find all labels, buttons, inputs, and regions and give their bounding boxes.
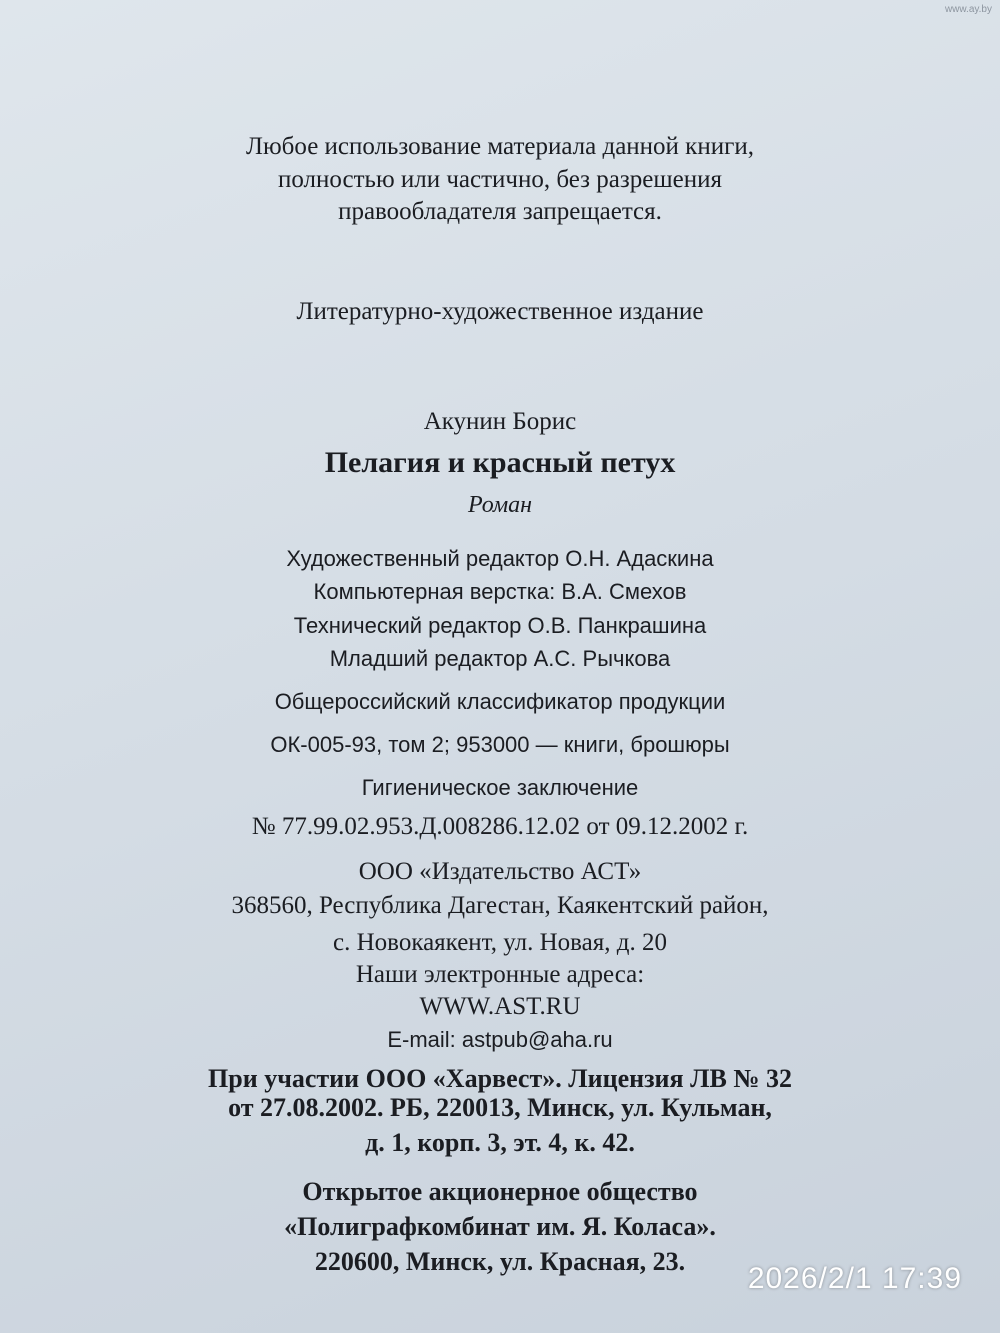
credit-junior-editor: Младший редактор А.С. Рычкова [329, 646, 671, 671]
printer-line-2: «Полиграфкомбинат им. Я. Коласа». [284, 1212, 716, 1241]
credit-art-editor: Художественный редактор О.Н. Адаскина [286, 546, 714, 571]
book-title: Пелагия и красный петух [324, 446, 676, 479]
photo-timestamp: 2026/2/1 17:39 [747, 1262, 962, 1295]
classifier-line-1: Общероссийский классификатор продукции [274, 689, 726, 714]
copyright-notice-line-1: Любое использование материала данной книги, [246, 133, 754, 160]
hygiene-line-2: № 77.99.02.953.Д.008286.12.02 от 09.12.2002 г. [251, 813, 749, 840]
publisher-email: E-mail: astpub@aha.ru [387, 1027, 613, 1052]
site-watermark: www.ay.by [944, 4, 992, 15]
publisher-name: ООО «Издательство АСТ» [358, 858, 642, 885]
credit-tech-editor: Технический редактор О.В. Панкрашина [293, 613, 707, 638]
copyright-notice-line-3: правообладателя запрещается. [338, 198, 662, 225]
copyright-notice-line-2: полностью или частично, без разрешения [278, 166, 722, 193]
book-author: Акунин Борис [423, 408, 577, 435]
classifier-line-2: ОК-005-93, том 2; 953000 — книги, брошюры [270, 732, 730, 757]
partner-line-1: При участии ООО «Харвест». Лицензия ЛВ № 32 [208, 1064, 792, 1093]
book-genre: Роман [467, 492, 533, 518]
partner-line-2: от 27.08.2002. РБ, 220013, Минск, ул. Кульман, [228, 1093, 772, 1122]
printer-line-1: Открытое акционерное общество [302, 1177, 698, 1206]
publisher-address-2: с. Новокаякент, ул. Новая, д. 20 [333, 929, 667, 956]
printer-line-3: 220600, Минск, ул. Красная, 23. [314, 1247, 686, 1276]
partner-line-3: д. 1, корп. 3, эт. 4, к. 42. [365, 1128, 635, 1157]
publisher-website: WWW.AST.RU [419, 993, 581, 1020]
publisher-address-1: 368560, Республика Дагестан, Каякентский район, [231, 892, 769, 919]
credit-layout: Компьютерная верстка: В.А. Смехов [313, 579, 687, 604]
publisher-web-heading: Наши электронные адреса: [355, 961, 645, 988]
edition-type: Литературно-художественное издание [296, 298, 704, 325]
hygiene-line-1: Гигиеническое заключение [361, 775, 639, 800]
